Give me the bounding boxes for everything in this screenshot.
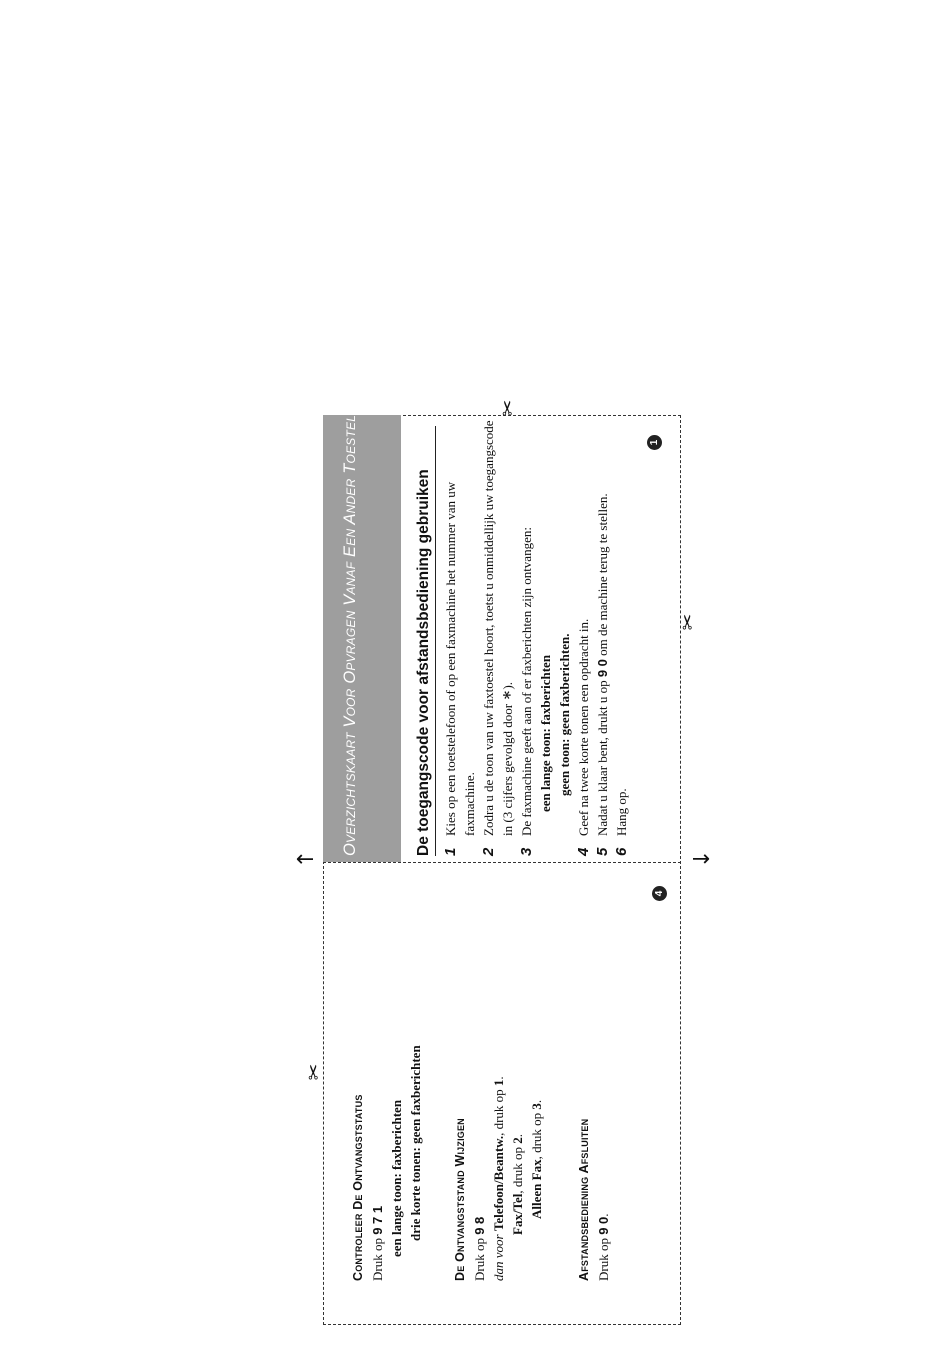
step-text-end: om de machine terug te stellen. (595, 493, 610, 660)
step-number: 6 (613, 847, 630, 856)
arrow-left-icon: ↑ (687, 849, 713, 869)
key-code: 9 8 (472, 1216, 487, 1235)
scissors-icon: ✂ (303, 1063, 326, 1081)
step-item (517, 420, 574, 856)
option-line: Alleen Fax, druk op 3. (529, 1099, 544, 1219)
scissors-icon: ✂ (677, 613, 700, 631)
option-rest: , druk op (529, 1109, 544, 1160)
option-line: dan voor Telefoon/Beantw., druk op 1. (491, 1076, 506, 1281)
step-text-end: ). (500, 681, 515, 690)
step-item (574, 420, 593, 856)
then-text: dan voor (491, 1231, 506, 1281)
page-4-panel (323, 862, 681, 1325)
page-1-panel (323, 415, 681, 862)
step-text: Nadat u klaar bent, drukt u op (595, 677, 610, 836)
option-label: Telefoon/Beantw. (491, 1135, 506, 1232)
press-text: Druk op (472, 1234, 487, 1281)
step-number: 5 (594, 847, 611, 856)
key-code: 9 0 (596, 1216, 611, 1235)
step-item (479, 420, 517, 856)
step-number: 2 (480, 847, 497, 856)
page-number-badge: 1 (647, 435, 662, 450)
instruction-line: Druk op 9 0. (596, 1213, 611, 1281)
step-item (612, 420, 631, 856)
section-heading: De toegangscode voor afstandsbediening gebruiken (415, 426, 436, 856)
step-number: 4 (575, 847, 592, 856)
end-remote-section (575, 881, 613, 1281)
option-key: 1 (491, 1079, 506, 1087)
instruction-line (470, 881, 489, 1281)
step-sub-no-tone: geen toon: geen faxberichten. (557, 633, 572, 796)
arrow-right-icon: ↑ (294, 849, 320, 869)
status-short-tones: drie korte tonen: geen faxberichten (408, 1045, 423, 1241)
option-key: 2 (510, 1137, 525, 1144)
step-item (593, 420, 612, 856)
option-label: Alleen Fax (529, 1159, 544, 1219)
page-number-badge: 4 (652, 886, 667, 901)
option-key: 3 (529, 1103, 544, 1110)
press-text: Druk op (370, 1234, 385, 1281)
section-title: Controleer De Ontvangststatus (351, 1094, 365, 1281)
key-code: 9 7 1 (370, 1205, 385, 1235)
step-number: 3 (518, 847, 535, 856)
page-title: Overzichtskaart Voor Opvragen Vanaf Een Ander Toestel (341, 414, 359, 856)
steps-list (441, 420, 631, 856)
step-number: 1 (442, 847, 459, 856)
step-text: Zodra u de toon van uw faxtoestel hoort, toetst u onmiddellijk uw toegangscode in (3 cijfers gevolgd door (481, 420, 515, 836)
option-label: Fax/Tel (510, 1193, 525, 1235)
instruction-line (368, 881, 387, 1281)
change-mode-section (451, 881, 546, 1281)
step-text: Geef na twee korte tonen een opdracht in. (576, 618, 591, 836)
step-sub-long-tone: een lange toon: faxberichten (538, 654, 553, 812)
option-line: Fax/Tel, druk op 2. (510, 1133, 525, 1235)
status-long-tone: een lange toon: faxberichten (389, 1099, 404, 1257)
key-code: 9 0 (595, 659, 610, 678)
step-item (441, 420, 479, 856)
step-text: De faxmachine geeft aan of er faxberichten zijn ontvangen: (519, 527, 534, 836)
star-key: ∗ (499, 689, 516, 701)
press-text: Druk op (596, 1234, 611, 1281)
step-text: Kies op een toetstelefoon of op een faxmachine het nummer van uw faxmachine. (443, 481, 477, 836)
step-text: Hang op. (614, 788, 629, 836)
section-title: Afstandsbediening Afsluiten (577, 1118, 591, 1281)
option-rest: , druk op (510, 1143, 525, 1194)
option-rest: , druk op (491, 1086, 506, 1136)
title-band (323, 415, 401, 862)
section-title: De Ontvangststand Wijzigen (453, 1118, 467, 1281)
scissors-icon: ✂ (497, 399, 520, 417)
check-status-section (349, 881, 425, 1281)
